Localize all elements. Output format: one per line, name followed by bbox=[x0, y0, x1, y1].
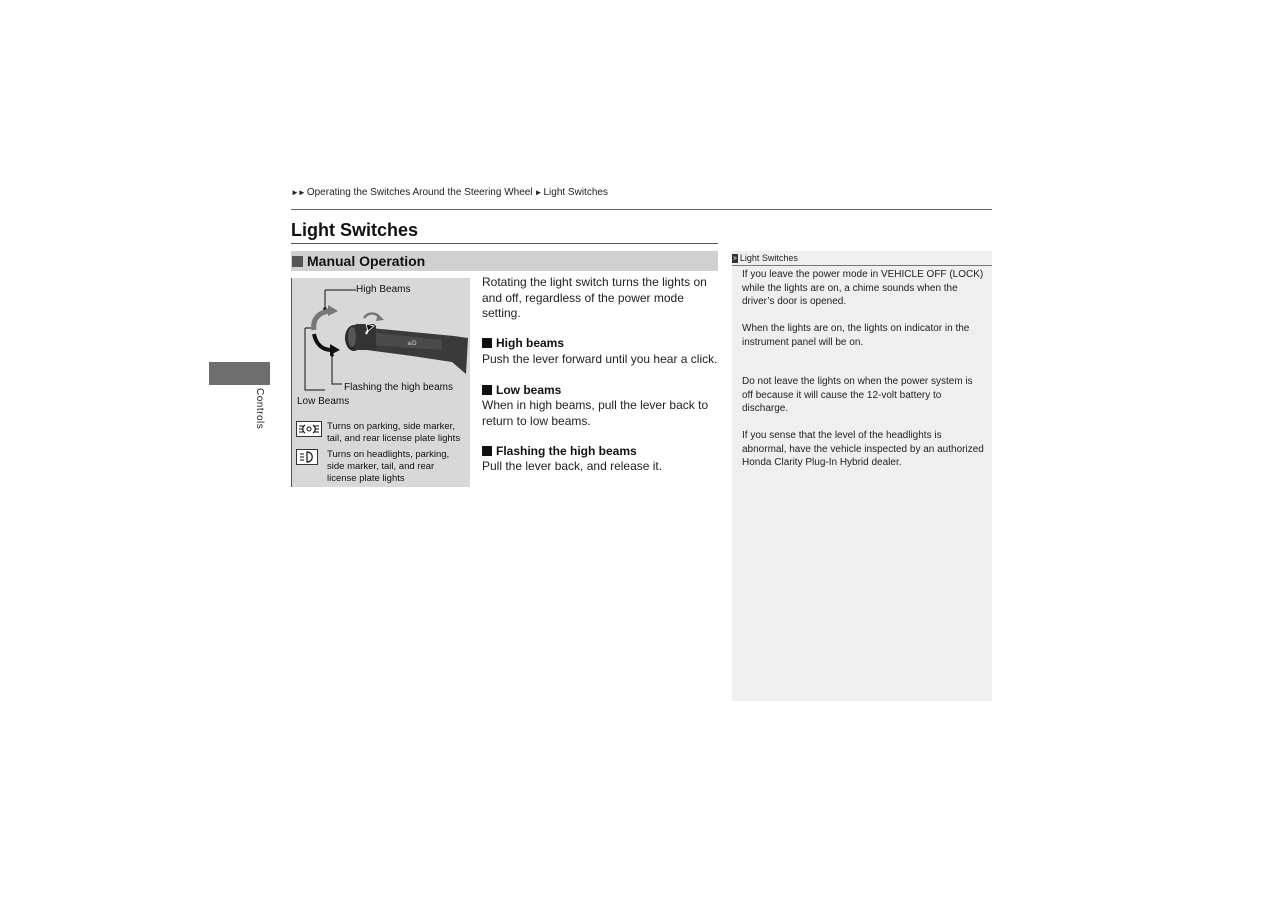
note-paragraph: When the lights are on, the lights on indicator in the instrument panel will be on. bbox=[742, 323, 970, 348]
note-paragraph: If you leave the power mode in VEHICLE OFF (LOCK) while the lights are on, a chime sounds when the driver’s door is opened. bbox=[742, 269, 984, 307]
header-divider bbox=[291, 209, 992, 210]
breadcrumb-separator-icon: ► bbox=[534, 188, 542, 197]
label-flashing-high-beams: Flashing the high beams bbox=[344, 382, 453, 393]
section-title: Manual Operation bbox=[307, 253, 426, 269]
note-header bbox=[732, 251, 992, 266]
note-title: Light Switches bbox=[739, 253, 798, 263]
subheading-high-beams-text: High beams bbox=[496, 336, 565, 350]
breadcrumb-arrows-icon: ►► bbox=[291, 188, 305, 197]
legend-text-headlights: Turns on headlights, parking, side marker, tail, and rear license plate lights bbox=[327, 449, 450, 484]
section-marker-icon bbox=[292, 256, 303, 267]
intro-text: Rotating the light switch turns the lights on and off, regardless of the power mode setting. bbox=[482, 275, 707, 320]
label-high-beams: High Beams bbox=[356, 284, 411, 295]
figure-panel bbox=[291, 278, 470, 487]
subheading-low-beams-text: Low beams bbox=[496, 383, 562, 397]
page-title: Light Switches bbox=[291, 220, 419, 240]
bullet-square-icon bbox=[482, 385, 492, 395]
subheading-high-beams bbox=[482, 336, 564, 350]
chapter-label: Controls bbox=[254, 388, 265, 430]
legend-text-parking: Turns on parking, side marker, tail, and rear license plate lights bbox=[327, 421, 461, 444]
subheading-flashing-text: Flashing the high beams bbox=[496, 444, 637, 458]
title-divider bbox=[291, 243, 718, 244]
label-low-beams: Low Beams bbox=[297, 396, 350, 407]
legend-item-headlights bbox=[296, 449, 465, 485]
bullet-square-icon bbox=[482, 446, 492, 456]
note-paragraph: If you sense that the level of the headlights is abnormal, have the vehicle inspected by an authorized Honda Clarity Plug-In Hybrid dealer. bbox=[742, 430, 984, 468]
headlights-icon bbox=[296, 449, 318, 465]
high-beams-text: Push the lever forward until you hear a click. bbox=[482, 352, 718, 366]
legend-item-parking bbox=[296, 421, 465, 445]
chapter-tab bbox=[209, 362, 270, 385]
note-paragraph: Do not leave the lights on when the power system is off because it will cause the 12-volt battery to discharge. bbox=[742, 376, 973, 414]
svg-text:≡D: ≡D bbox=[407, 340, 417, 347]
breadcrumb-section[interactable]: Operating the Switches Around the Steering Wheel bbox=[306, 187, 533, 198]
subheading-flashing bbox=[482, 444, 637, 458]
reference-icon: » bbox=[733, 254, 737, 262]
bullet-square-icon bbox=[482, 338, 492, 348]
breadcrumb-current: Light Switches bbox=[543, 187, 608, 198]
parking-lights-icon bbox=[296, 421, 322, 437]
flashing-text: Pull the lever back, and release it. bbox=[482, 459, 663, 473]
low-beams-text: When in high beams, pull the lever back to return to low beams. bbox=[482, 398, 709, 428]
section-header bbox=[291, 251, 718, 271]
subheading-low-beams bbox=[482, 383, 561, 397]
breadcrumb bbox=[291, 187, 608, 198]
note-panel bbox=[732, 251, 992, 701]
